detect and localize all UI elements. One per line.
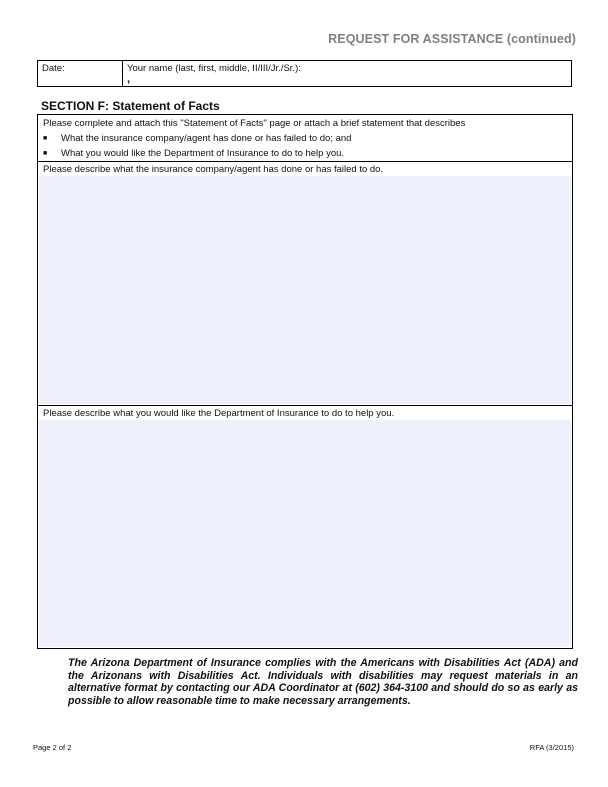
bullet-text: What you would like the Department of Insurance to do to help you. — [61, 148, 345, 159]
intro-text: Please complete and attach this "Statement of Facts" page or attach a brief statement that describes — [43, 118, 466, 129]
name-field[interactable] — [123, 61, 571, 86]
bullet-item — [43, 148, 344, 160]
statement-of-facts-box — [37, 114, 573, 649]
bullet-text: What the insurance company/agent has done or has failed to do; and — [61, 133, 352, 144]
question-2-textarea[interactable] — [39, 420, 571, 647]
ada-notice: The Arizona Department of Insurance complies with the Americans with Disabilities Act (ADA) and the Arizonans with Disabilities Act. Individuals with disabilities may request materials in an alternative format by contacting our ADA Coordinator at (602) 364-3100 and should do so as early as possible to allow reasonable time to make necessary arrangements. — [68, 657, 578, 707]
identity-row — [37, 60, 572, 87]
question-2-label: Please describe what you would like the Department of Insurance to do to help you. — [43, 408, 395, 419]
question-1-textarea[interactable] — [39, 176, 571, 404]
question-1 — [38, 162, 572, 406]
section-title: SECTION F: Statement of Facts — [41, 99, 220, 113]
bullet-item — [43, 133, 351, 145]
name-value: , — [127, 73, 131, 85]
page-number: Page 2 of 2 — [33, 743, 72, 752]
question-2 — [38, 406, 572, 648]
date-field[interactable] — [38, 61, 123, 86]
bullet-icon: ■ — [43, 150, 48, 157]
page-header-title: REQUEST FOR ASSISTANCE (continued) — [328, 32, 576, 46]
form-id: RFA (3/2015) — [529, 743, 574, 752]
question-1-label: Please describe what the insurance company/agent has done or has failed to do. — [43, 164, 384, 175]
date-label: Date: — [42, 63, 65, 74]
bullet-icon: ■ — [43, 135, 48, 142]
intro-block — [38, 115, 572, 162]
name-label: Your name (last, first, middle, II/III/Jr./Sr.): — [127, 63, 301, 74]
